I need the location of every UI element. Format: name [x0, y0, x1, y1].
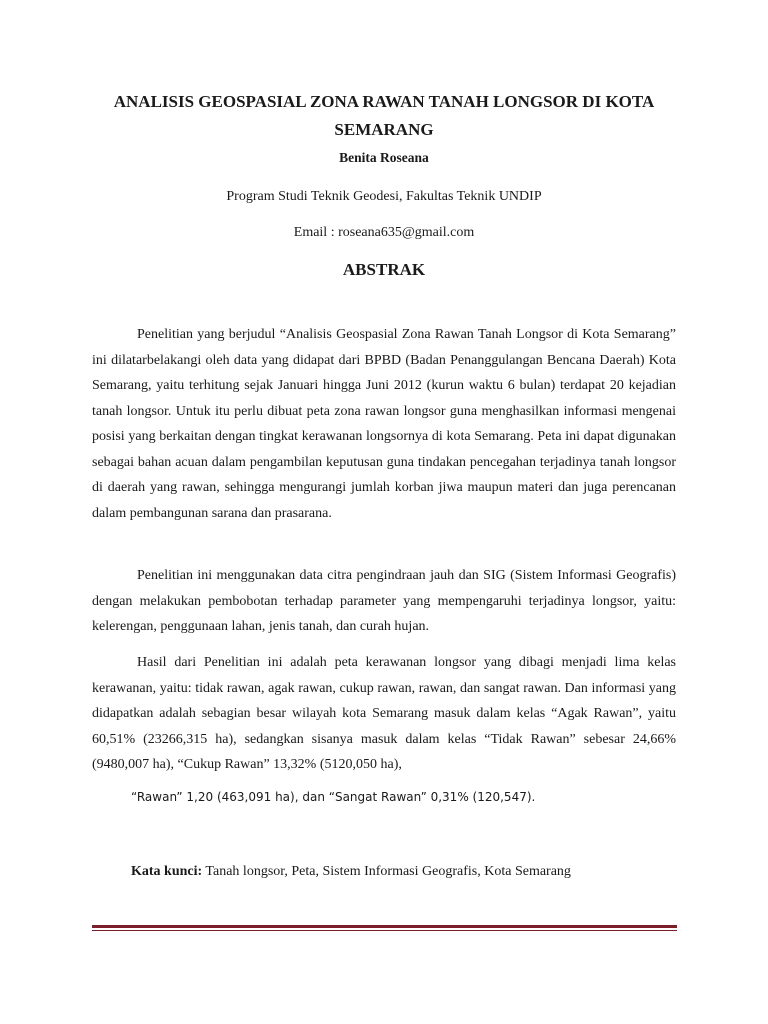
abstract-heading: ABSTRAK [342, 260, 426, 279]
abstract-paragraph-3: Hasil dari Penelitian ini adalah peta kerawanan longsor yang dibagi menjadi lima kelas kerawanan, yaitu: tidak rawan, agak rawan, cukup rawan, rawan, dan sangat rawan. Dan informasi yang didapatkan adalah sebagian besar wilayah kota Semarang masuk dalam kelas “Agak Rawan”, yaitu 60,51% (23266,315 ha), sedangkan sisanya masuk dalam kelas “Tidak Rawan” sebesar 24,66% (9480,007 ha), “Cukup Rawan” 13,32% (5120,050 ha), [92, 655, 676, 772]
footer-rule-thin [92, 930, 677, 931]
paper-title-line-1: ANALISIS GEOSPASIAL ZONA RAWAN TANAH LONGSOR DI KOTA [113, 92, 655, 111]
footer-rule-thick [92, 925, 677, 928]
paper-title [80, 88, 688, 144]
keywords-list: Tanah longsor, Peta, Sistem Informasi Geografis, Kota Semarang [202, 864, 571, 879]
author-email: Email : roseana635@gmail.com [293, 225, 475, 240]
author-name: Benita Roseana [339, 150, 429, 165]
paper-title-line-2: SEMARANG [334, 120, 434, 139]
affiliation: Program Studi Teknik Geodesi, Fakultas Teknik UNDIP [226, 189, 542, 204]
abstract-paragraph-1: Penelitian yang berjudul “Analisis Geospasial Zona Rawan Tanah Longsor di Kota Semarang” ini dilatarbelakangi oleh data yang didapat dari BPBD (Badan Penanggulangan Bencana Daerah) Kota Semarang, yaitu terhitung sejak Januari hingga Juni 2012 (kurun waktu 6 bulan) terdapat 20 kejadian tanah longsor. Untuk itu perlu dibuat peta zona rawan longsor guna menghasilkan informasi mengenai posisi yang berkaitan dengan tingkat kerawanan longsornya di kota Semarang. Peta ini dapat digunakan sebagai bahan acuan dalam pengambilan keputusan guna tindakan pencegahan terjadinya tanah longsor di daerah yang rawan, sehingga mengurangi jumlah korban jiwa maupun materi dan juga perencanan dalam pembangunan sarana dan prasarana. [92, 327, 676, 521]
abstract-paragraph-2: Penelitian ini menggunakan data citra pengindraan jauh dan SIG (Sistem Informasi Geografis) dengan melakukan pembobotan terhadap parameter yang mempengaruhi terjadinya longsor, yaitu: kelerengan, penggunaan lahan, jenis tanah, dan curah hujan. [92, 568, 676, 634]
abstract-last-line: “Rawan” 1,20 (463,091 ha), dan “Sangat Rawan” 0,31% (120,547). [131, 790, 536, 804]
keywords-label: Kata kunci: [131, 864, 203, 879]
keywords [131, 864, 571, 880]
